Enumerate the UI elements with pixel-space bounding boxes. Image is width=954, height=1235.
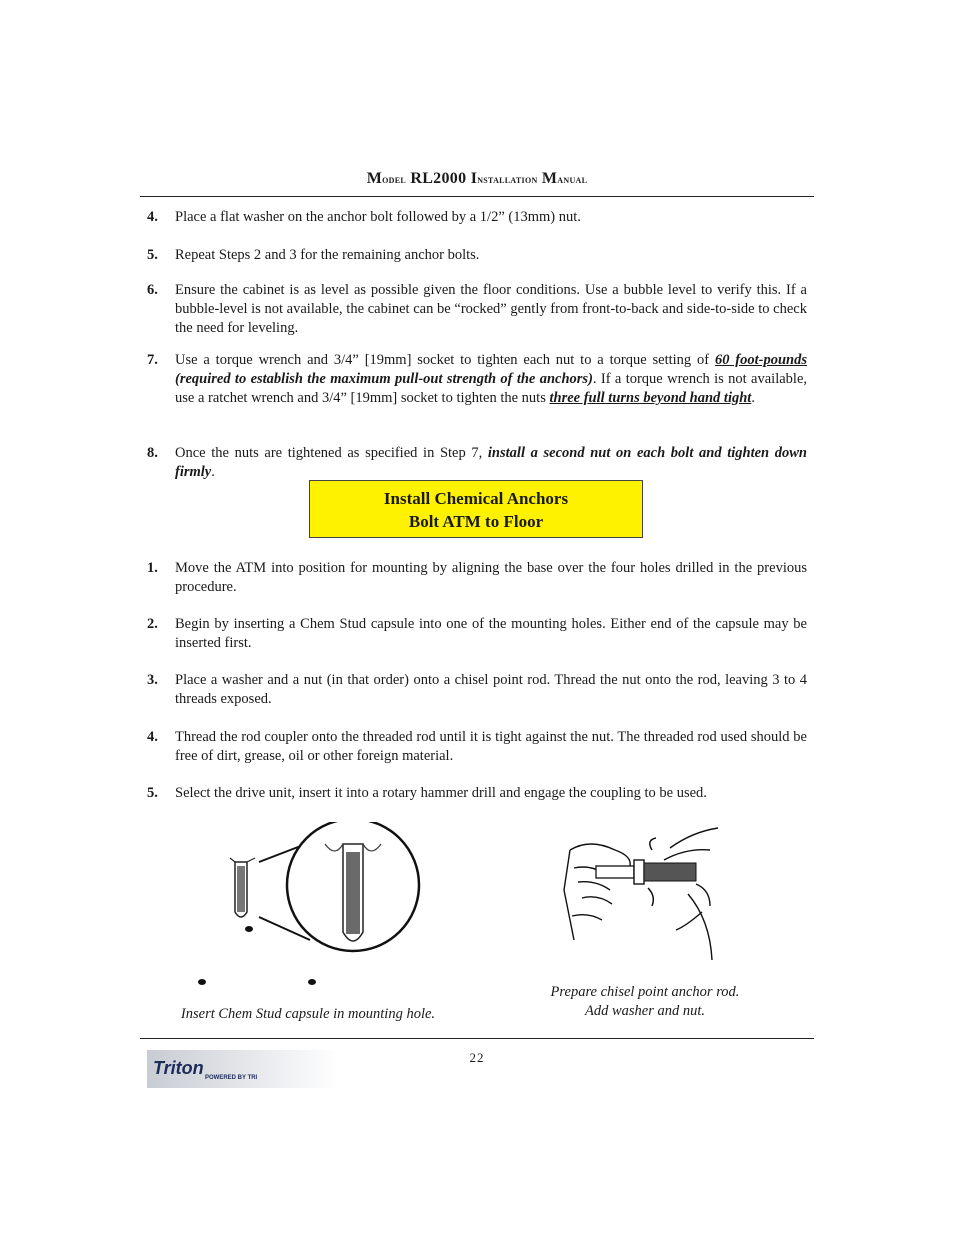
step-text: Thread the rod coupler onto the threaded rod until it is tight against the nut. The threaded rod used should be free of dirt, grease, oil or other foreign material.: [175, 729, 807, 764]
step-number: 7.: [147, 352, 158, 368]
header-inst-rest: nstallation: [477, 172, 538, 186]
rotate-arrow-icon: [650, 838, 656, 850]
step-b-1: [147, 559, 807, 597]
section-banner: [309, 480, 643, 538]
step-8-text-1: Once the nuts are tightened as specified in Step 7,: [175, 445, 488, 461]
small-capsule-icon: [230, 858, 255, 917]
header-model-rest: odel: [382, 172, 407, 186]
banner-line-2: Bolt ATM to Floor: [408, 512, 544, 531]
step-number: 8.: [147, 445, 158, 461]
step-a-6: [147, 281, 807, 338]
hands-rod-illustration: [560, 820, 730, 968]
step-7-torque-value: 60 foot-pounds: [714, 352, 807, 368]
banner-line-1: Install Chemical Anchors: [383, 489, 569, 508]
floor-hole-icon: [308, 979, 316, 985]
step-text: Select the drive unit, insert it into a rotary hammer drill and engage the coupling to be used.: [175, 785, 707, 801]
step-7-text-1: Use a torque wrench and 3/4” [19mm] socket to tighten each nut to a torque setting of: [175, 352, 715, 368]
triton-logo: [147, 1050, 339, 1088]
step-number: 6.: [147, 282, 158, 298]
step-7-emphasis: (required to establish the maximum pull-out strength of the anchors): [175, 371, 593, 387]
step-b-5: [147, 784, 807, 803]
step-number: 1.: [147, 560, 158, 576]
mounting-hole-icon: [245, 926, 253, 932]
step-a-8: [147, 444, 807, 482]
step-number: 5.: [147, 247, 158, 263]
step-text: Move the ATM into position for mounting by aligning the base over the four holes drilled in the previous procedure.: [175, 560, 807, 595]
right-caption-line-1: Prepare chisel point anchor rod.: [550, 984, 740, 1000]
step-text: Place a washer and a nut (in that order) onto a chisel point rod. Thread the nut onto the rod, leaving 3 to 4 threads exposed.: [175, 672, 807, 707]
page-header: [0, 170, 954, 188]
step-text: [175, 444, 807, 482]
step-number: 3.: [147, 672, 158, 688]
step-text: Ensure the cabinet is as level as possible given the floor conditions. Use a bubble level to verify this. If a bubble-level is not available, the cabinet can be “rocked” gently from front-to-back and side-to-side to check the need for leveling.: [175, 282, 807, 336]
right-figure-caption: [520, 983, 770, 1021]
header-manual-rest: anual: [557, 172, 588, 186]
step-number: 5.: [147, 785, 158, 801]
logo-wordmark: Triton: [153, 1058, 204, 1078]
step-text: Place a flat washer on the anchor bolt followed by a 1/2” (13mm) nut.: [175, 209, 581, 225]
step-7-turns: three full turns beyond hand tight: [549, 390, 752, 406]
step-text: [175, 351, 807, 408]
header-model-name: RL2000: [410, 170, 467, 187]
header-manual-cap: M: [541, 170, 558, 187]
page-number: 22: [469, 1050, 485, 1065]
step-8-text-2: .: [211, 464, 215, 480]
step-number: 4.: [147, 729, 158, 745]
capsule-illustration: [185, 822, 435, 994]
floor-hole-icon: [198, 979, 206, 985]
header-inst-cap: I: [470, 170, 478, 187]
step-7-text-3: .: [751, 390, 755, 406]
step-a-7: [147, 351, 807, 408]
header-rule: [140, 196, 814, 197]
step-a-5: [147, 246, 807, 265]
left-figure-caption: Insert Chem Stud capsule in mounting hole.: [180, 1006, 436, 1022]
step-8-emphasis: install a second nut on each bolt and tighten down firmly: [175, 445, 807, 480]
step-b-4: [147, 728, 807, 766]
logo-tagline: POWERED BY TRI: [205, 1075, 258, 1081]
rotate-arrow-icon: [648, 888, 653, 906]
footer-rule: [140, 1038, 814, 1039]
right-hand-icon: [664, 828, 718, 960]
left-hand-icon: [564, 844, 630, 940]
right-caption-line-2: Add washer and nut.: [584, 1003, 706, 1019]
step-number: 4.: [147, 209, 158, 225]
step-text: Repeat Steps 2 and 3 for the remaining anchor bolts.: [175, 247, 480, 263]
rod-icon: [596, 860, 696, 884]
step-a-4: [147, 208, 807, 227]
header-model-cap: M: [366, 170, 383, 187]
step-number: 2.: [147, 616, 158, 632]
step-b-3: [147, 671, 807, 709]
step-7-text-2: . If a torque wrench is not available, use a ratchet wrench and 3/4” [19mm] socket to tighten the nuts: [175, 371, 808, 406]
step-text: Begin by inserting a Chem Stud capsule into one of the mounting holes. Either end of the capsule may be inserted first.: [175, 616, 807, 651]
step-b-2: [147, 615, 807, 653]
